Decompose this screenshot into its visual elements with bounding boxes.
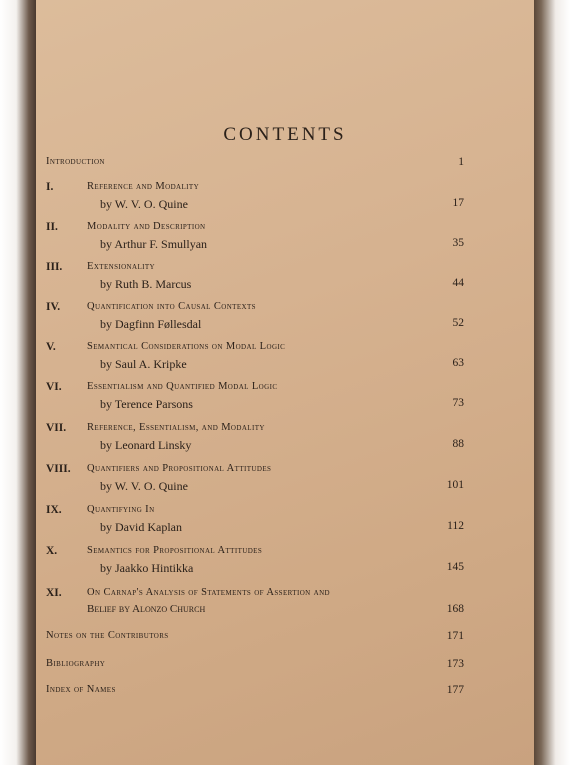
toc-entry xyxy=(36,422,534,462)
chapter-author: by Ruth B. Marcus xyxy=(100,277,192,291)
back-matter-label: Index of Names xyxy=(46,684,116,695)
chapter-title: Extensionality xyxy=(87,261,156,272)
chapter-number: X. xyxy=(46,545,58,557)
chapter-page: 35 xyxy=(452,237,464,249)
chapter-number: II. xyxy=(46,221,58,233)
toc-entry xyxy=(36,181,534,221)
chapter-title: Modality and Description xyxy=(87,221,206,232)
chapter-author: by W. V. O. Quine xyxy=(100,197,188,211)
toc-entry xyxy=(36,301,534,341)
chapter-number: VII. xyxy=(46,422,67,434)
right-page-edge xyxy=(534,0,570,765)
toc-entry xyxy=(36,261,534,301)
back-matter-page: 173 xyxy=(446,658,464,670)
chapter-number: VI. xyxy=(46,381,62,393)
toc-entry xyxy=(36,545,534,585)
back-matter-page: 177 xyxy=(446,684,464,696)
chapter-page: 17 xyxy=(452,197,464,209)
chapter-author: Belief by Alonzo Church xyxy=(87,603,206,615)
page-title: CONTENTS xyxy=(223,124,347,145)
chapter-title: Reference and Modality xyxy=(87,181,200,192)
left-page-edge xyxy=(0,0,36,765)
chapter-title: Essentialism and Quantified Modal Logic xyxy=(87,381,278,392)
chapter-page: 73 xyxy=(452,397,464,409)
chapter-title: Semantical Considerations on Modal Logic xyxy=(87,341,286,352)
chapter-author: by Arthur F. Smullyan xyxy=(100,237,208,251)
toc-entry xyxy=(36,381,534,421)
toc-entry xyxy=(36,221,534,261)
chapter-title: Quantification into Causal Contexts xyxy=(87,301,256,312)
toc-introduction-page: 1 xyxy=(458,156,464,168)
chapter-author: by Terence Parsons xyxy=(100,397,193,411)
toc-back-matter-item xyxy=(36,684,534,724)
chapter-author: by Dagfinn Føllesdal xyxy=(100,317,202,331)
chapter-number: III. xyxy=(46,261,63,273)
chapter-title: Semantics for Propositional Attitudes xyxy=(87,545,263,556)
chapter-page: 145 xyxy=(446,561,464,573)
back-matter-label: Bibliography xyxy=(46,658,106,669)
chapter-author: by Leonard Linsky xyxy=(100,438,192,452)
chapter-author: by Saul A. Kripke xyxy=(100,357,187,371)
chapter-page: 52 xyxy=(452,317,464,329)
toc-entry xyxy=(36,463,534,503)
book-page xyxy=(36,0,534,765)
chapter-number: IV. xyxy=(46,301,61,313)
toc-entry xyxy=(36,341,534,381)
chapter-title: Quantifiers and Propositional Attitudes xyxy=(87,463,272,474)
back-matter-label: Notes on the Contributors xyxy=(46,630,169,641)
chapter-page: 88 xyxy=(452,438,464,450)
chapter-page: 44 xyxy=(452,277,464,289)
toc-entry xyxy=(36,504,534,544)
chapter-page: 168 xyxy=(446,603,464,615)
chapter-title: Reference, Essentialism, and Modality xyxy=(87,422,265,433)
chapter-page: 101 xyxy=(446,479,464,491)
chapter-author: by W. V. O. Quine xyxy=(100,479,188,493)
chapter-author: by Jaakko Hintikka xyxy=(100,561,194,575)
toc-entry xyxy=(36,587,534,627)
chapter-title: On Carnap's Analysis of Statements of Assertion and xyxy=(87,587,330,598)
chapter-title: Quantifying In xyxy=(87,504,155,515)
chapter-number: V. xyxy=(46,341,56,353)
toc-introduction-label: Introduction xyxy=(46,156,105,167)
chapter-author: by David Kaplan xyxy=(100,520,182,534)
chapter-number: IX. xyxy=(46,504,62,516)
chapter-number: I. xyxy=(46,181,54,193)
chapter-number: XI. xyxy=(46,587,62,599)
chapter-page: 112 xyxy=(447,520,464,532)
chapter-page: 63 xyxy=(452,357,464,369)
back-matter-page: 171 xyxy=(446,630,464,642)
chapter-number: VIII. xyxy=(46,463,71,475)
